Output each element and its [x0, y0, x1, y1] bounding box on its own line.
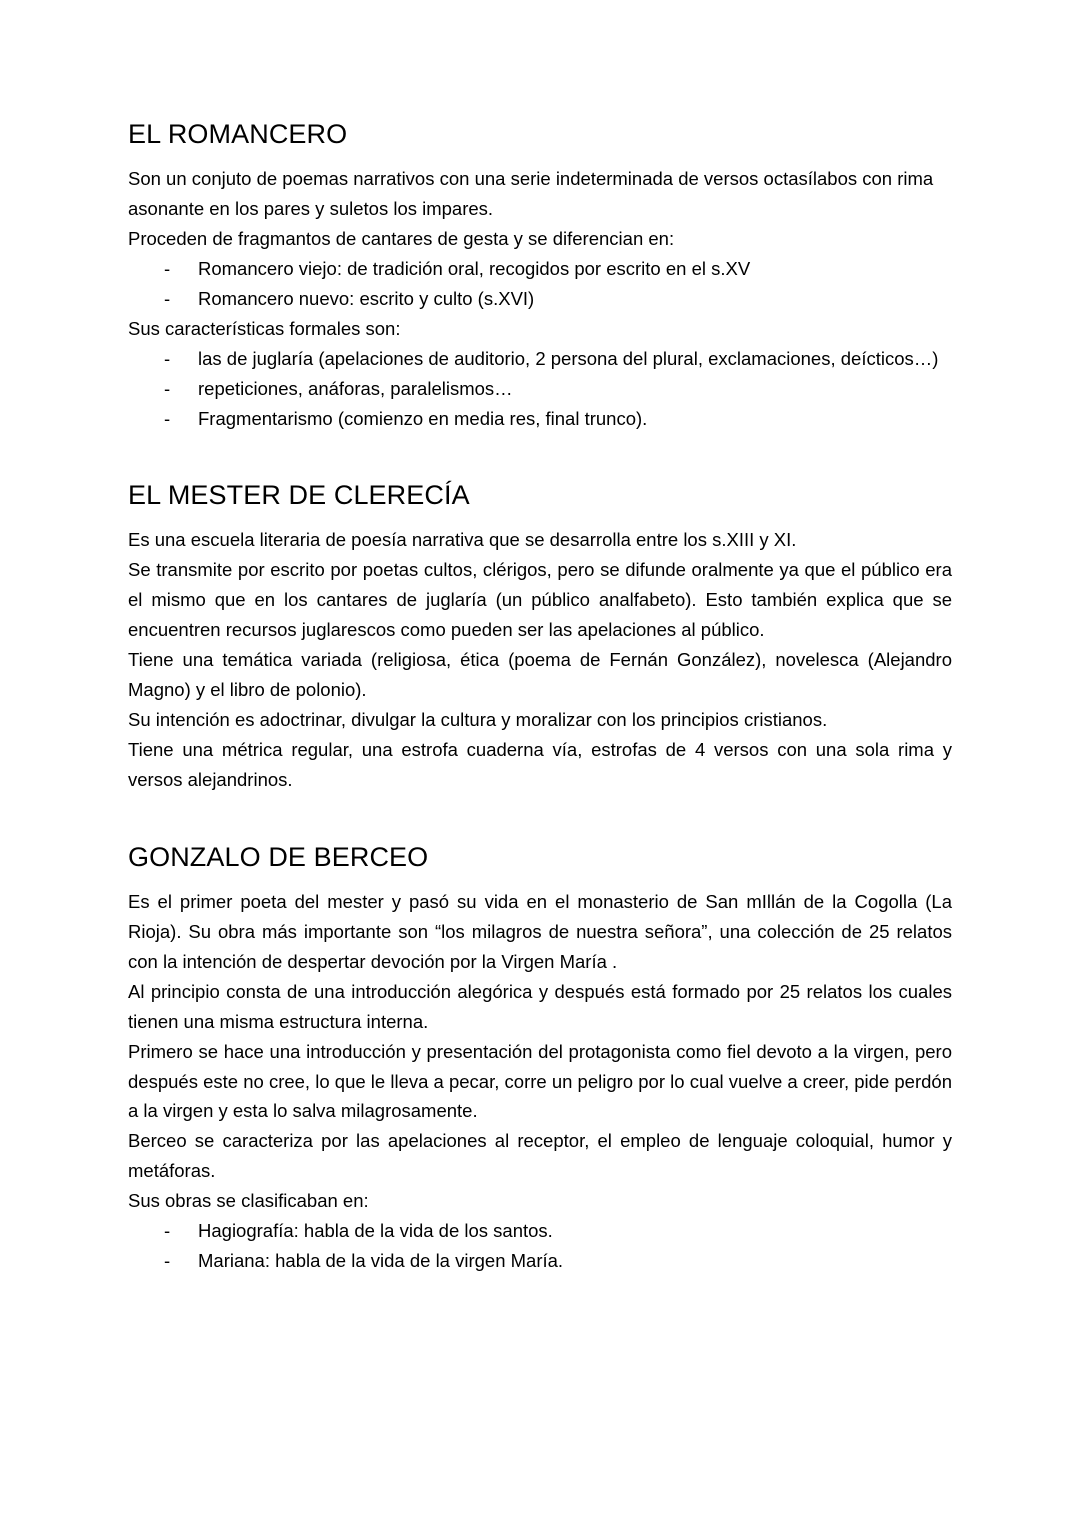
list-item: - repeticiones, anáforas, paralelismos… — [164, 374, 952, 404]
paragraph: Es una escuela literaria de poesía narrativa que se desarrolla entre los s.XIII y XI. — [128, 529, 797, 551]
section-heading: GONZALO DE BERCEO — [128, 841, 429, 872]
list-item: - Romancero nuevo: escrito y culto (s.XVI) — [164, 284, 952, 314]
paragraph: Su intención es adoctrinar, divulgar la cultura y moralizar con los principios cristianos. — [128, 709, 828, 731]
list-item: - Mariana: habla de la vida de la virgen María. — [164, 1246, 952, 1276]
section-gonzalo-de-berceo — [128, 841, 952, 1276]
section-el-romancero — [128, 118, 952, 433]
list-item: - Romancero viejo: de tradición oral, recogidos por escrito en el s.XV — [164, 254, 952, 284]
document-body — [128, 118, 952, 1276]
paragraph: Es el primer poeta del mester y pasó su vida en el monasterio de San mIllán de la Cogolla (La Rioja). Su obra más importante son “los milagros de nuestra señora”, una colección de 25 relatos con la intención de despertar devoción por la Virgen María . — [128, 890, 952, 972]
paragraph: Se transmite por escrito por poetas cultos, clérigos, pero se difunde oralmente ya que el público era el mismo que en los cantares de juglaría (un público analfabeto). Esto también explica que se encuentren recursos juglarescos como pueden ser las apelaciones al público. — [128, 559, 952, 641]
paragraph: Primero se hace una introducción y presentación del protagonista como fiel devoto a la virgen, pero después este no cree, lo que le lleva a pecar, corre un peligro por lo cual vuelve a creer, pide perdón a la virgen y esta lo salva milagrosamente. — [128, 1040, 952, 1122]
paragraph: Berceo se caracteriza por las apelaciones al receptor, el empleo de lenguaje coloquial, humor y metáforas. — [128, 1130, 952, 1182]
list-item: - Fragmentarismo (comienzo en media res, final trunco). — [164, 404, 952, 434]
paragraph: Sus obras se clasificaban en: — [128, 1190, 369, 1212]
bullet-list — [128, 344, 952, 434]
section-el-mester-de-clerecia — [128, 479, 952, 794]
paragraph: Al principio consta de una introducción alegórica y después está formado por 25 relatos los cuales tienen una misma estructura interna. — [128, 980, 952, 1032]
section-heading: EL MESTER DE CLERECÍA — [128, 480, 470, 511]
paragraph: Sus características formales son: — [128, 317, 401, 339]
paragraph: Proceden de fragmantos de cantares de gesta y se diferencian en: — [128, 227, 675, 249]
bullet-list — [128, 254, 952, 314]
paragraph: Tiene una métrica regular, una estrofa cuaderna vía, estrofas de 4 versos con una sola rima y versos alejandrinos. — [128, 739, 952, 790]
paragraph: Tiene una temática variada (religiosa, ética (poema de Fernán González), novelesca (Alejandro Magno) y el libro de polonio). — [128, 649, 952, 701]
page-title: EL ROMANCERO — [128, 119, 348, 149]
list-item: - Hagiografía: habla de la vida de los santos. — [164, 1216, 952, 1246]
list-item: - las de juglaría (apelaciones de auditorio, 2 persona del plural, exclamaciones, deícticos…) — [164, 344, 952, 374]
bullet-list — [128, 1216, 952, 1276]
paragraph: Son un conjuto de poemas narrativos con una serie indeterminada de versos octasílabos con rima asonante en los pares y suletos los impares. — [128, 167, 934, 219]
